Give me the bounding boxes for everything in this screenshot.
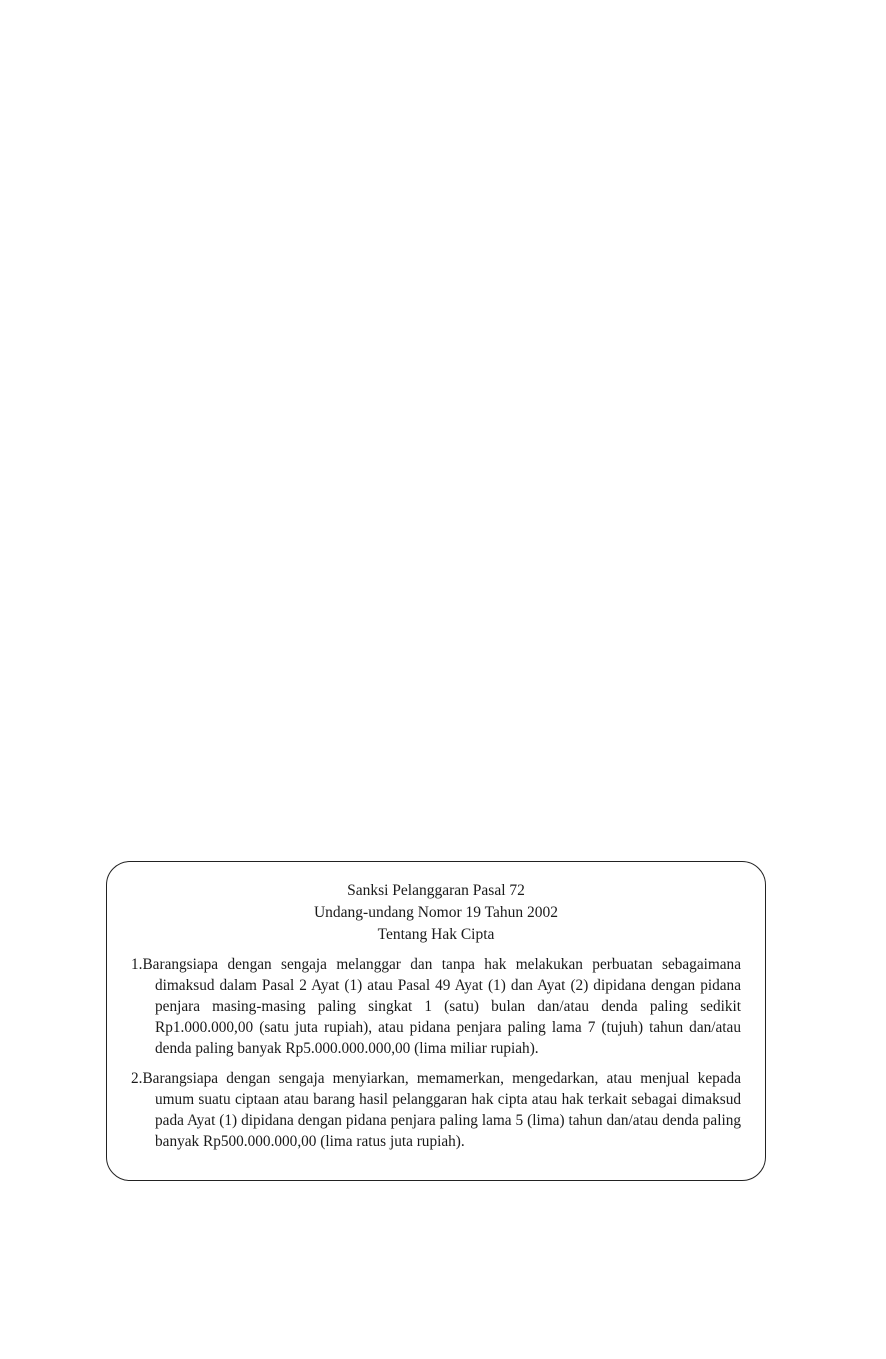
notice-heading [131, 880, 741, 946]
clause-number: 2. [131, 1070, 143, 1087]
clause-text: Barangsiapa dengan sengaja menyiarkan, memamerkan, mengedarkan, atau menjual kepada umum suatu ciptaan atau barang hasil pelanggaran hak cipta atau hak terkait sebagai dimaksud pada Ayat (1) dipidana dengan pidana penjara paling lama 5 (lima) tahun dan/atau denda paling banyak Rp500.000.000,00 (lima ratus juta rupiah). [142, 1070, 741, 1150]
sanction-clause [131, 954, 741, 1059]
notice-law-reference: Undang-undang Nomor 19 Tahun 2002 [313, 904, 558, 921]
copyright-sanction-notice [106, 861, 766, 1181]
notice-subject: Tentang Hak Cipta [377, 926, 495, 943]
sanction-clause [131, 1068, 741, 1152]
notice-title: Sanksi Pelanggaran Pasal 72 [347, 882, 525, 899]
clause-text: Barangsiapa dengan sengaja melanggar dan tanpa hak melakukan perbuatan sebagaimana dimaksud dalam Pasal 2 Ayat (1) atau Pasal 49 Ayat (1) dan Ayat (2) dipidana dengan pidana penjara masing-masing paling singkat 1 (satu) bulan dan/atau denda paling sedikit Rp1.000.000,00 (satu juta rupiah), atau pidana penjara paling lama 7 (tujuh) tahun dan/atau denda paling banyak Rp5.000.000.000,00 (lima miliar rupiah). [142, 956, 741, 1057]
sanction-clauses [131, 954, 741, 1152]
clause-number: 1. [131, 956, 143, 973]
